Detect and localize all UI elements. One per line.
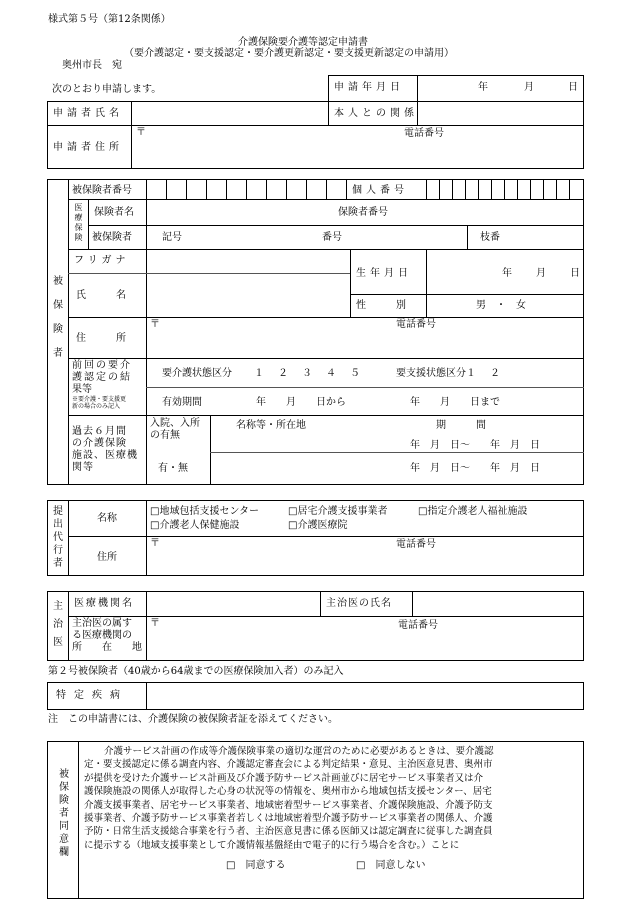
insured-number-label: 被保険者番号 xyxy=(72,185,132,196)
valid-from-field[interactable]: 年 月 日から xyxy=(256,397,346,408)
facility-field-2[interactable] xyxy=(212,456,402,482)
insured-number-field[interactable] xyxy=(146,179,346,199)
birth-date-field[interactable] xyxy=(428,251,582,291)
insurer-label: 保険者名 xyxy=(94,207,134,218)
facility-label: 名称等・所在地 xyxy=(236,420,306,431)
medical-insurance-side: 医 療 保 険 xyxy=(74,203,83,242)
disease-label: 特定疾病 xyxy=(56,690,128,701)
applicant-name-field[interactable] xyxy=(133,103,326,123)
gender-options[interactable]: 男 ・ 女 xyxy=(476,300,526,311)
agent-option-welfare-facility[interactable]: □指定介護老人福祉施設 xyxy=(418,506,528,517)
support-level-label: 要支援状態区分 xyxy=(396,368,466,379)
furigana-label: フリガナ xyxy=(74,255,130,266)
agent-side-label: 提 出 代 行 者 xyxy=(53,506,63,569)
form-number: 様式第５号（第12条関係） xyxy=(48,14,171,25)
doctor-name-label: 主治医の氏名 xyxy=(326,598,392,609)
gender-label: 性 別 xyxy=(356,300,406,311)
agent-option-medical-care-hospital[interactable]: □介護医療院 xyxy=(288,520,348,531)
agent-name-label: 名称 xyxy=(97,513,117,524)
agent-option-community-center[interactable]: □地域包括支援センター xyxy=(150,506,260,517)
valid-period-label: 有効期間 xyxy=(162,397,202,408)
support-level-options[interactable]: １ ２ xyxy=(466,368,502,379)
past-six-months-label: 過去６月間 の介護保険 施設、医療機 関等 xyxy=(72,426,138,473)
care-level-options[interactable]: １ ２ ３ ４ ５ xyxy=(254,368,362,379)
attach-note: 注 この申請書には、介護保険の被保険者証を添えてください。 xyxy=(48,714,338,725)
admission-label: 入院、入所 の有無 xyxy=(150,418,200,441)
insured-address-field[interactable] xyxy=(148,319,582,357)
agree-checkbox[interactable]: □ 同意する xyxy=(226,860,286,871)
agent-address-field[interactable] xyxy=(148,538,582,574)
admission-yes-no[interactable]: 有・無 xyxy=(158,463,188,474)
institution-field[interactable] xyxy=(148,593,318,613)
disease-field[interactable] xyxy=(148,684,582,708)
disagree-checkbox[interactable]: □ 同意しない xyxy=(356,860,426,871)
furigana-field[interactable] xyxy=(148,251,348,271)
relation-label: 本人との関係 xyxy=(334,108,418,119)
number-field[interactable] xyxy=(350,227,465,247)
form-title: 介護保険要介護等認定申請書 xyxy=(238,37,368,48)
personal-number-label: 個人番号 xyxy=(352,185,408,196)
doctor-address-label: 主治医の属す る医療機関の 所 在 地 xyxy=(72,618,142,653)
insured-address-label: 住 所 xyxy=(76,333,126,344)
period-row-1[interactable]: 年 月 日～ 年 月 日 xyxy=(410,440,540,451)
agent-option-home-care[interactable]: □居宅介護支援事業者 xyxy=(288,506,388,517)
birth-label: 生年月日 xyxy=(356,268,412,279)
prev-cert-label: 前回の要介 護認定の結 果等 ※要介護・要支援更 新の場合のみ記入 xyxy=(72,360,132,410)
request-text: 次のとおり申請します。 xyxy=(52,84,162,95)
applicant-address-label: 申請者住所 xyxy=(53,142,123,153)
application-form-page: 様式第５号（第12条関係） 介護保険要介護等認定申請書 （要介護認定・要支援認定・要介護更新認定・要支援更新認定の申請用） 奥州市長 宛 次のとおり申請します。 申請年月日 年 月 日 申請者氏名 本人との関係 申請者住所 〒 電話番号 被 保 険 者 被保険者番号 個人番号 医 療 保 険 保険者名 保険者番号 被保険者 記号 番号 枝番 フリガナ 氏 名 生年月日 年 月 日 性 別 男 ・ 女 住 所 〒 電話番号 前回の要介 護認定の結 果等 ※要介護・要支援更 新の場合のみ記入 要介護状態区分 １ ２ ３ ４ ５ 要支援状態区分 １ ２ 有効期間 年 月 日から 年 月 日まで 過去６月間 の介護保険 施設、医療機 関等 入院、入所 の有無 名称等・所在地 期 間 年 月 日～ 年 月 日 有・無 年 月 日～ 年 月 日 提 出 代 行 者 名称 □地域包括支援センター □居宅介護支援事業者 □指定介護老人福祉施設 □介護老人保健施設 □介護医療院 住所 〒 電話番号 主 治 医 医療機関名 主治医の氏名 主治医の属す る医療機関の 所 在 地 〒 電話番号 第２号被保険者（40歳から64歳までの医療保険加入者）のみ記入 特定疾病 注 この申請書には、介護保険の被保険者証を添えてください。 被 保 険 者 同 意 欄 介護サービス計画の作成等介護保険事業の適切な運営のために必要があるときは、要介護認 定・要支援認定に係る調査内容、介護認定審査会による判定結果・意見、主治医意見書、奥州市 が提供を受けた介護サービス計画及び介護予防サービス計画並びに居宅サービス事業者又は介 護保険施設の関係人が取得した心身の状況等の情報を、奥州市から地域包括支援センター、居宅 介護支援事業者、居宅サービス事業者、地域密着型サービス事業者、介護保険施設、介護予防支 援事業者、介護予防サービス事業者若しくは地域密着型介護予防サービス事業者の関係人、介護 予防・日常生活支援総合事業を行う者、主治医意見書に係る医師又は認定調査に従事した調査員 に提示する（地域支援事業として介護情報基盤経由で電子的に行う場合を含む。）ことに □ 同意する □ 同意しない xyxy=(0,0,630,903)
symbol-field[interactable] xyxy=(188,227,312,247)
consent-signature-area[interactable] xyxy=(84,876,580,896)
doctor-name-field[interactable] xyxy=(414,593,582,613)
insured-sub-label: 被保険者 xyxy=(92,232,132,243)
insurer-name-field[interactable] xyxy=(148,201,328,223)
consent-side-label: 被 保 険 者 同 意 欄 xyxy=(59,769,69,858)
form-subtitle: （要介護認定・要支援認定・要介護更新認定・要支援更新認定の申請用） xyxy=(124,48,454,59)
personal-number-field[interactable] xyxy=(426,179,584,199)
insured-side-label: 被 保 険 者 xyxy=(53,276,63,359)
insured-name-field[interactable] xyxy=(148,276,348,312)
name-label: 氏 名 xyxy=(76,290,126,301)
period-label: 期 間 xyxy=(436,420,486,431)
period-row-2[interactable]: 年 月 日～ 年 月 日 xyxy=(410,463,540,474)
consent-text: 介護サービス計画の作成等介護保険事業の適切な運営のために必要があるときは、要介護認 定・要支援認定に係る調査内容、介護認定審査会による判定結果・意見、主治医意見書、奥州市 が提供を受けた介護サービス計画及び介護予防サービス計画並びに居宅サービス事業者又は介 護保険施設の関係人が取得した心身の状況等の情報を、奥州市から地域包括支援センター、居宅 介護支援事業者、居宅サービス事業者、地域密着型サービス事業者、介護保険施設、介護予防支 援事業者、介護予防サービス事業者若しくは地域密着型介護予防サービス事業者の関係人、介護 予防・日常生活支援総合事業を行う者、主治医意見書に係る医師又は認定調査に従事した調査員 に提示する（地域支援事業として介護情報基盤経由で電子的に行う場合を含む。）ことに xyxy=(84,746,494,851)
addressee: 奥州市長 宛 xyxy=(62,60,122,71)
doctor-address-field[interactable] xyxy=(148,618,582,659)
agent-address-label: 住所 xyxy=(97,552,117,563)
institution-label: 医療機関名 xyxy=(74,598,134,609)
valid-to-field[interactable]: 年 月 日まで xyxy=(410,397,500,408)
applicant-name-label: 申請者氏名 xyxy=(53,108,123,119)
second-insured-note: 第２号被保険者（40歳から64歳までの医療保険加入者）のみ記入 xyxy=(48,666,344,677)
doctor-side-label: 主 治 医 xyxy=(53,601,63,648)
agent-option-health-facility[interactable]: □介護老人保健施設 xyxy=(150,520,240,531)
facility-field-1[interactable] xyxy=(212,434,402,450)
apply-date-label: 申請年月日 xyxy=(334,82,404,93)
insurer-number-label: 保険者番号 xyxy=(338,207,388,218)
branch-field[interactable] xyxy=(505,227,582,247)
care-level-label: 要介護状態区分 xyxy=(162,368,232,379)
relation-field[interactable] xyxy=(419,103,582,123)
applicant-address-field[interactable] xyxy=(133,127,582,167)
insurer-number-field[interactable] xyxy=(400,201,582,223)
